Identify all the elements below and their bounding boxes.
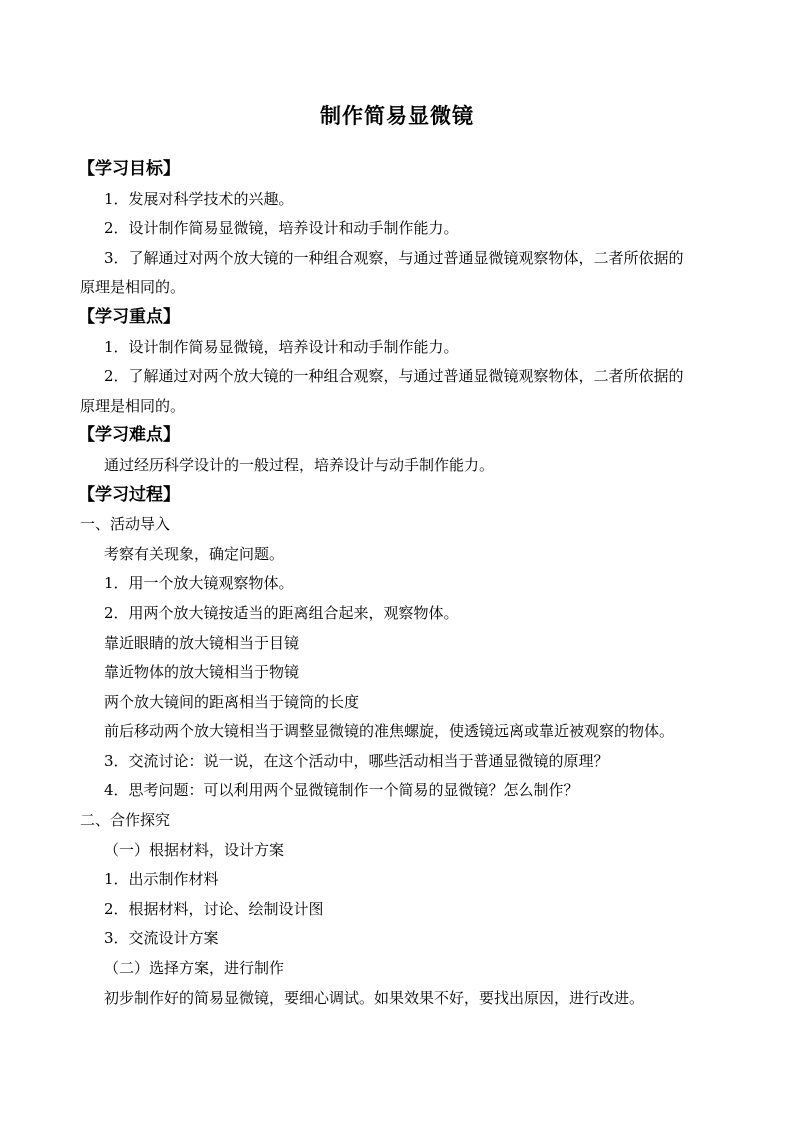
process-part2-title: 二、合作探究 xyxy=(80,811,171,830)
process-part1-item: 靠近眼睛的放大镜相当于目镜 xyxy=(104,633,300,652)
process-part1-item: 前后移动两个放大镜相当于调整显微镜的准焦螺旋，使透镜远离或靠近被观察的物体。 xyxy=(104,722,675,741)
process-part2-item: 初步制作好的简易显微镜，要细心调试。如果效果不好，要找出原因，进行改进。 xyxy=(104,988,645,1007)
document-body xyxy=(80,155,720,1013)
goal-item-1: 1．发展对科学技术的兴趣。 xyxy=(104,189,294,208)
process-part1-item: 靠近物体的放大镜相当于物镜 xyxy=(104,663,300,682)
keypoint-item-1: 1．设计制作简易显微镜，培养设计和动手制作能力。 xyxy=(104,337,459,356)
goal-item-2: 2．设计制作简易显微镜，培养设计和动手制作能力。 xyxy=(104,219,459,238)
goal-item-3-continued: 原理是相同的。 xyxy=(80,278,186,297)
process-part2-item: 1．出示制作材料 xyxy=(104,870,219,889)
process-part2-item: （一）根据材料，设计方案 xyxy=(104,840,285,859)
difficulty-item-1: 通过经历科学设计的一般过程，培养设计与动手制作能力。 xyxy=(104,455,495,474)
process-part1-item: 两个放大镜间的距离相当于镜筒的长度 xyxy=(104,692,360,711)
process-part2-item: 3．交流设计方案 xyxy=(104,929,219,948)
process-part2-item: （二）选择方案，进行制作 xyxy=(104,959,285,978)
process-part1-item: 4．思考问题：可以利用两个显微镜制作一个简易的显微镜？怎么制作？ xyxy=(104,781,579,800)
section-heading-goals: 【学习目标】 xyxy=(78,159,180,179)
section-heading-process: 【学习过程】 xyxy=(78,484,180,505)
goal-item-3: 3．了解通过对两个放大镜的一种组合观察，与通过普通显微镜观察物体，二者所依据的 xyxy=(104,248,684,267)
process-part1-title: 一、活动导入 xyxy=(80,515,171,534)
process-part1-item: 1．用一个放大镜观察物体。 xyxy=(104,574,294,593)
keypoint-item-2: 2．了解通过对两个放大镜的一种组合观察，与通过普通显微镜观察物体，二者所依据的 xyxy=(104,367,684,386)
process-part1-item: 2．用两个放大镜按适当的距离组合起来，观察物体。 xyxy=(104,603,459,622)
process-part1-item: 考察有关现象，确定问题。 xyxy=(104,544,285,563)
page-title: 制作简易显微镜 xyxy=(320,103,474,128)
keypoint-item-2-continued: 原理是相同的。 xyxy=(80,396,186,415)
section-heading-keypoints: 【学习重点】 xyxy=(78,306,180,327)
section-heading-difficulty: 【学习难点】 xyxy=(78,425,180,446)
process-part1-item: 3．交流讨论：说一说，在这个活动中，哪些活动相当于普通显微镜的原理？ xyxy=(104,751,609,770)
process-part2-item: 2．根据材料，讨论、绘制设计图 xyxy=(104,899,324,918)
